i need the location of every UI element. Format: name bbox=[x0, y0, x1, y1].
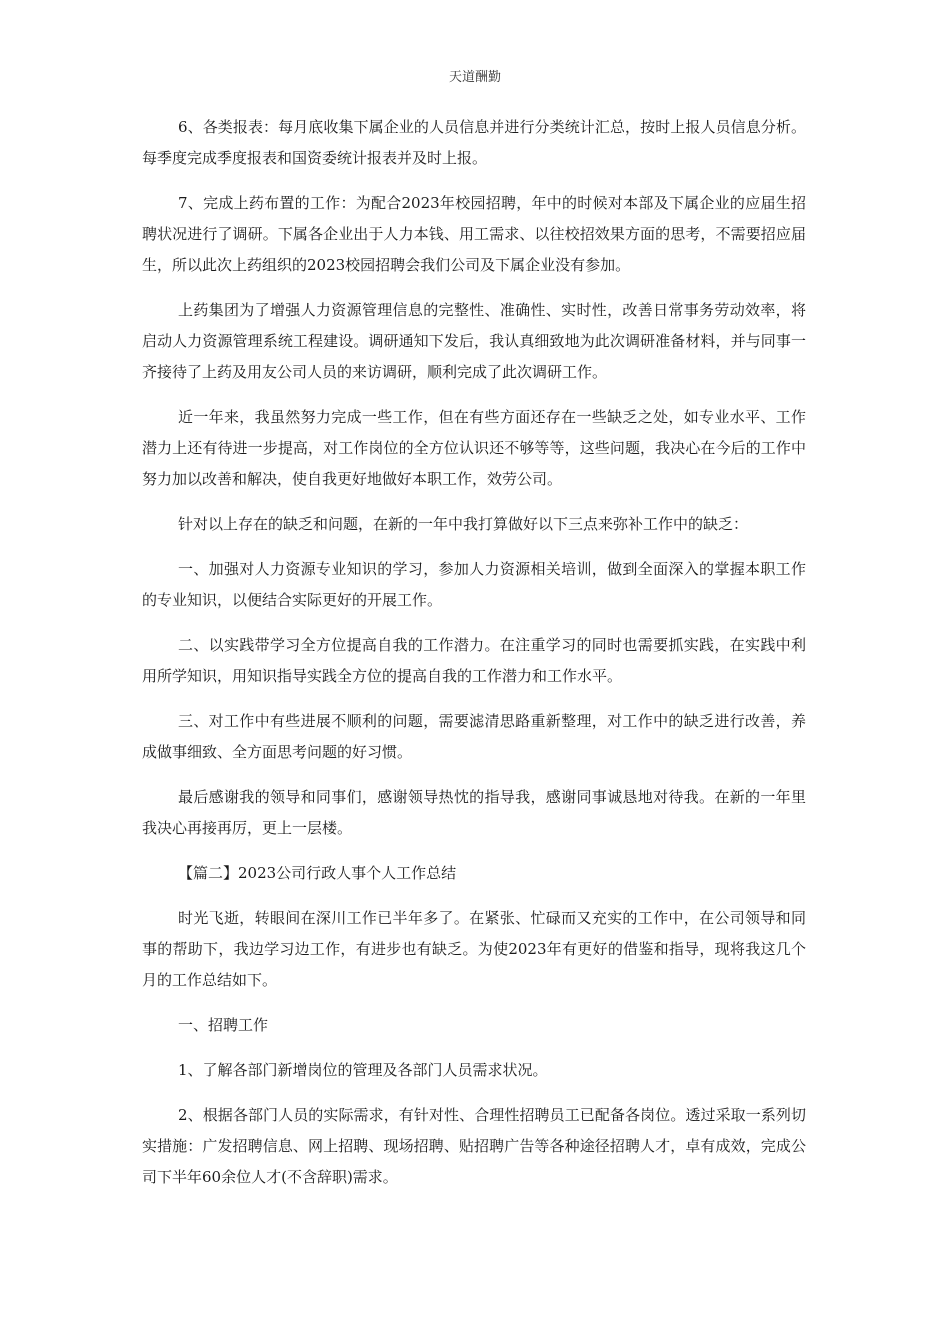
paragraph-item-one: 1、了解各部门新增岗位的管理及各部门人员需求状况。 bbox=[178, 1061, 548, 1079]
paragraph-intro: 时光飞逝，转眼间在深川工作已半年多了。在紧张、忙碌而又充实的工作中，在公司领导和同事的帮助下，我边学习边工作，有进步也有缺乏。为使2023年有更好的借鉴和指导，现将我这几个月的工作总结如下。 bbox=[142, 909, 806, 989]
paragraph-plan-intro: 针对以上存在的缺乏和问题，在新的一年中我打算做好以下三点来弥补工作中的缺乏： bbox=[178, 515, 749, 533]
section-heading: 【篇二】2023公司行政人事个人工作总结 bbox=[178, 864, 457, 882]
document-body bbox=[142, 112, 806, 1207]
paragraph-shortcomings: 近一年来，我虽然努力完成一些工作，但在有些方面还存在一些缺乏之处，如专业水平、工作潜力上还有待进一步提高，对工作岗位的全方位认识还不够等等，这些问题，我决心在今后的工作中努力加以改善和解决，使自我更好地做好本职工作，效劳公司。 bbox=[142, 408, 806, 488]
paragraph-campus-recruitment: 7、完成上药布置的工作：为配合2023年校园招聘，年中的时候对本部及下属企业的应届生招聘状况进行了调研。下属各企业出于人力本钱、用工需求、以往校招效果方面的思考，不需要招应届生，所以此次上药组织的2023校园招聘会我们公司及下属企业没有参加。 bbox=[142, 194, 806, 274]
subheading-recruitment: 一、招聘工作 bbox=[178, 1016, 269, 1034]
paragraph-reports: 6、各类报表：每月底收集下属企业的人员信息并进行分类统计汇总，按时上报人员信息分析。每季度完成季度报表和国资委统计报表并及时上报。 bbox=[142, 118, 806, 167]
paragraph-plan-one: 一、加强对人力资源专业知识的学习，参加人力资源相关培训，做到全面深入的掌握本职工作的专业知识，以便结合实际更好的开展工作。 bbox=[142, 560, 806, 609]
paragraph-item-two: 2、根据各部门人员的实际需求，有针对性、合理性招聘员工已配备各岗位。透过采取一系列切实措施：广发招聘信息、网上招聘、现场招聘、贴招聘广告等各种途径招聘人才，卓有成效，完成公司下半年60余位人才(不含辞职)需求。 bbox=[142, 1106, 806, 1186]
paragraph-plan-two: 二、以实践带学习全方位提高自我的工作潜力。在注重学习的同时也需要抓实践，在实践中利用所学知识，用知识指导实践全方位的提高自我的工作潜力和工作水平。 bbox=[142, 636, 806, 685]
paragraph-hr-system: 上药集团为了增强人力资源管理信息的完整性、准确性、实时性，改善日常事务劳动效率，将启动人力资源管理系统工程建设。调研通知下发后，我认真细致地为此次调研准备材料，并与同事一齐接待了上药及用友公司人员的来访调研，顺利完成了此次调研工作。 bbox=[142, 301, 806, 381]
page-header: 天道酬勤 bbox=[448, 70, 501, 85]
paragraph-plan-three: 三、对工作中有些进展不顺利的问题，需要滤清思路重新整理，对工作中的缺乏进行改善，养成做事细致、全方面思考问题的好习惯。 bbox=[142, 712, 806, 761]
paragraph-thanks: 最后感谢我的领导和同事们，感谢领导热忱的指导我，感谢同事诚恳地对待我。在新的一年里我决心再接再厉，更上一层楼。 bbox=[142, 788, 806, 837]
